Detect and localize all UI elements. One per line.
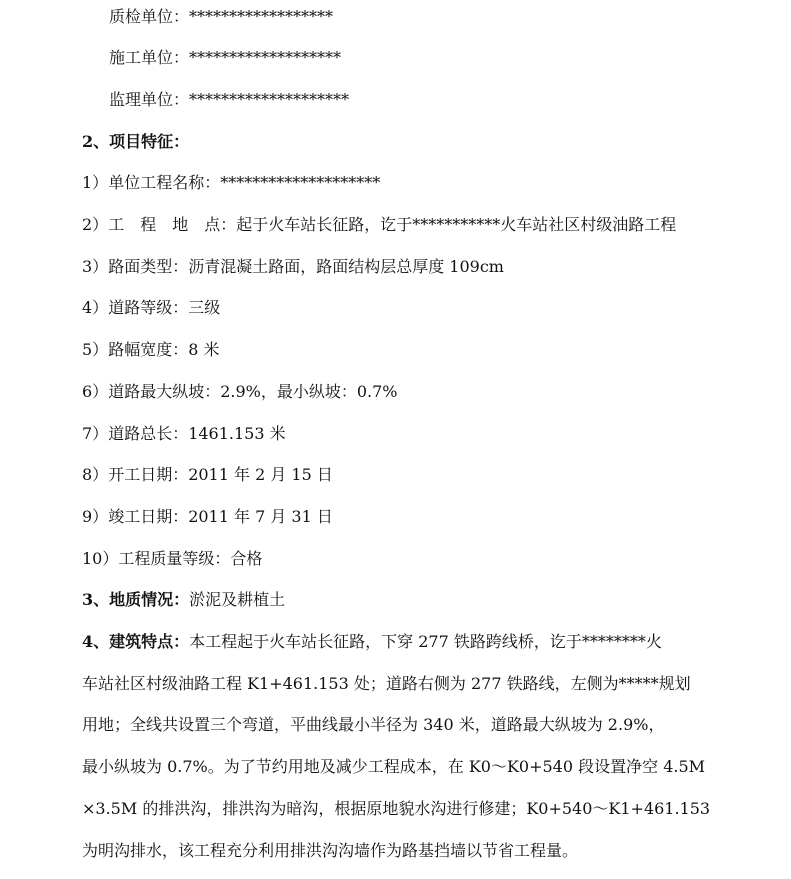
item-prefix: 1） — [82, 173, 109, 192]
section-3-heading: 3、地质情况： — [82, 590, 190, 609]
item-text: 竣工日期：2011 年 7 月 31 日 — [108, 507, 333, 526]
item-text: 单位工程名称：******************** — [108, 173, 381, 192]
supervision-unit-line — [109, 89, 349, 111]
list-item — [82, 256, 504, 278]
list-item — [82, 339, 219, 361]
qc-unit-line — [109, 6, 333, 28]
section-3-line — [82, 589, 285, 611]
item-text: 工 程 地 点：起于火车站长征路，讫于***********火车站社区村级油路工程 — [108, 215, 677, 234]
list-item — [82, 381, 398, 403]
paragraph-line: 本工程起于火车站长征路，下穿 277 铁路跨线桥，讫于********火 — [189, 632, 662, 651]
item-text: 开工日期：2011 年 2 月 15 日 — [108, 465, 333, 484]
supervision-unit-value: ******************** — [189, 90, 350, 109]
construction-unit-value: ******************* — [189, 48, 342, 67]
construction-unit-line — [109, 47, 341, 69]
item-text: 道路等级：三级 — [108, 298, 221, 317]
item-prefix: 9） — [82, 507, 109, 526]
paragraph-line: 为明沟排水，该工程充分利用排洪沟沟墙作为路基挡墙以节省工程量。 — [82, 841, 579, 860]
item-text: 路面类型：沥青混凝土路面，路面结构层总厚度 109cm — [108, 257, 504, 276]
item-prefix: 4） — [82, 298, 109, 317]
item-prefix: 8） — [82, 465, 109, 484]
item-prefix: 2） — [82, 215, 109, 234]
paragraph-line: 最小纵坡为 0.7%。为了节约用地及减少工程成本，在 K0～K0+540 段设置净空 4.5M — [82, 757, 706, 776]
item-text: 路幅宽度：8 米 — [108, 340, 220, 359]
item-prefix: 7） — [82, 424, 109, 443]
paragraph-line: 用地；全线共设置三个弯道，平曲线最小半径为 340 米，道路最大纵坡为 2.9%， — [82, 715, 665, 734]
list-item — [82, 172, 380, 194]
section-4-heading: 4、建筑特点： — [82, 632, 190, 651]
list-item — [82, 464, 333, 486]
list-item — [82, 423, 286, 445]
item-text: 道路总长：1461.153 米 — [108, 424, 286, 443]
item-prefix: 3） — [82, 257, 109, 276]
section-4-line-1 — [82, 631, 662, 653]
item-text: 工程质量等级：合格 — [118, 549, 263, 568]
supervision-unit-label: 监理单位： — [109, 90, 190, 109]
construction-unit-label: 施工单位： — [109, 48, 190, 67]
list-item — [82, 297, 220, 319]
item-text: 道路最大纵坡：2.9%，最小纵坡：0.7% — [108, 382, 398, 401]
list-item — [82, 214, 676, 236]
qc-unit-label: 质检单位： — [109, 7, 190, 26]
paragraph-line: 车站社区村级油路工程 K1+461.153 处；道路右侧为 277 铁路线，左侧为*****规划 — [82, 674, 691, 693]
item-prefix: 10） — [82, 549, 119, 568]
section-3-text: 淤泥及耕植土 — [189, 590, 286, 609]
paragraph-line: ×3.5M 的排洪沟，排洪沟为暗沟，根据原地貌水沟进行修建；K0+540～K1+461.153 — [82, 799, 711, 818]
list-item — [82, 548, 262, 570]
section-2-heading: 2、项目特征： — [82, 132, 190, 151]
qc-unit-value: ****************** — [189, 7, 334, 26]
item-prefix: 5） — [82, 340, 109, 359]
list-item — [82, 506, 333, 528]
item-prefix: 6） — [82, 382, 109, 401]
